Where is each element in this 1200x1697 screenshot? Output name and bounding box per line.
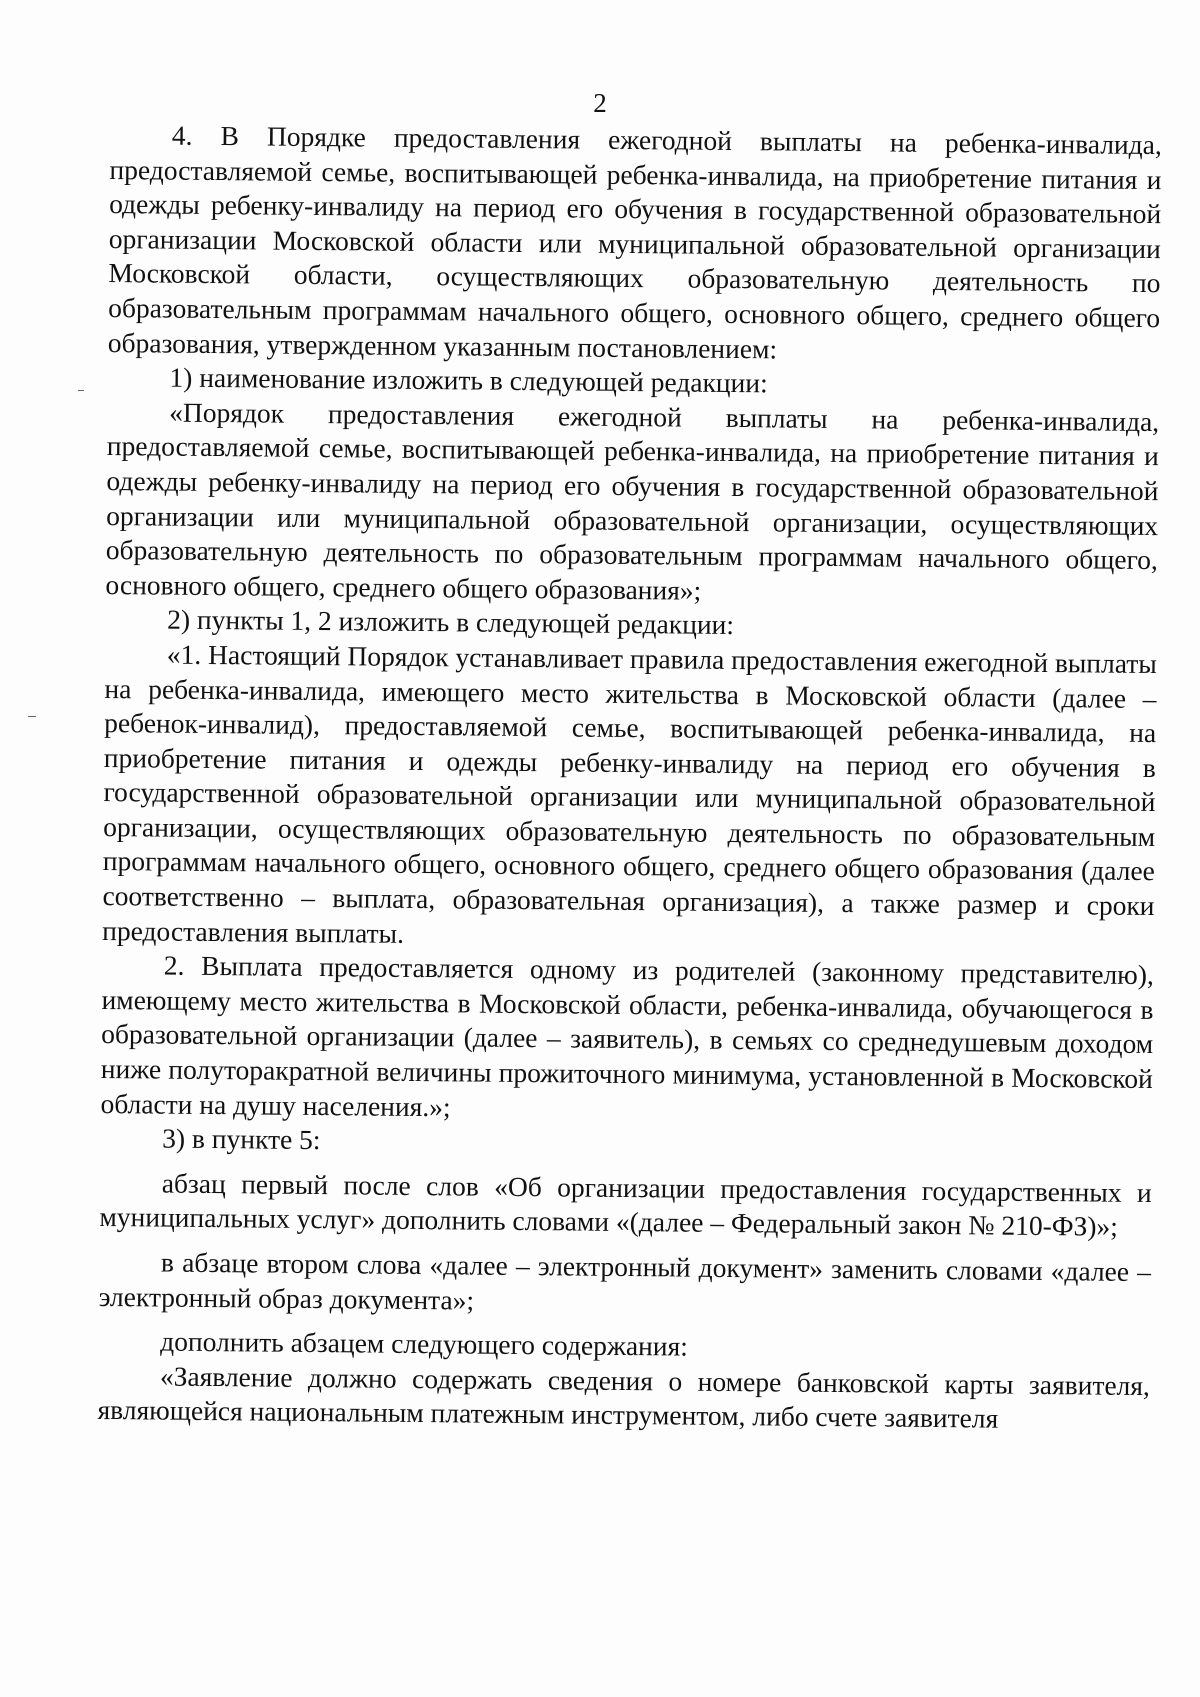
paragraph-statement: «Заявление должно содержать сведения о номере банковской карты заявителя, являющейся национальным платежным инструментом, либо счете заявителя xyxy=(97,1360,1151,1434)
scan-artifact-mark xyxy=(28,716,36,717)
paragraph-clause-1: «1. Настоящий Порядок устанавливает правила предоставления ежегодной выплаты на ребенка-инвалида, имеющего место жительства в Московской области (далее – ребенок-инвалид), предоставляемой семье, воспитывающей ребенка-инвалида, на приобретение питания и одежды ребенку-инвалиду на период его обучения в государственной образовательной организации или муниципальной образовательной организации, осуществляющих образовательную деятельность по образовательным программам начального общего, основного общего, среднего общего образования (далее соответственно – выплата, образовательная организация), а также размер и сроки предоставления выплаты. xyxy=(102,638,1157,949)
paragraph-subitem-3: 3) в пункте 5: xyxy=(162,1122,321,1156)
page-number: 2 xyxy=(593,88,607,118)
paragraph-new-title: «Порядок предоставления ежегодной выплаты на ребенка-инвалида, предоставляемой семье, воспитывающей ребенка-инвалида, на приобретение питания и одежды ребенку-инвалиду на период его обучения в государственной образовательной организации или муниципальной образовательной организации, осуществляющих образовательную деятельность по образовательным программам начального общего, основного общего, среднего общего образования»; xyxy=(105,396,1160,606)
paragraph-subitem-2: 2) пункты 1, 2 изложить в следующей редакции: xyxy=(167,603,735,641)
paragraph-clause-2: 2. Выплата предоставляется одному из родителей (законному представителю), имеющему место жительства в Московской области, ребенка-инвалида, обучающегося в образовательной организации (далее – заявитель), в семьях со среднедушевым доходом ниже полуторакратной величины прожиточного минимума, установленной в Московской области на душу населения.»; xyxy=(100,949,1154,1122)
paragraph-item-4-intro: 4. В Порядке предоставления ежегодной выплаты на ребенка-инвалида, предоставляемой семье, воспитывающей ребенка-инвалида, на приобретение питания и одежды ребенку-инвалиду на период его обучения в государственной образовательной организации Московской области или муниципальной образовательной организации Московской области, осуществляющих образовательную деятельность по образовательным программам начального общего, основного общего, среднего общего образования, утвержденном указанным постановлением: xyxy=(107,119,1162,364)
scan-artifact-mark xyxy=(78,390,84,391)
paragraph-add-abzats: дополнить абзацем следующего содержания: xyxy=(160,1325,688,1362)
paragraph-subitem-1: 1) наименование изложить в следующей редакции: xyxy=(169,361,768,399)
paragraph-first-abzats: абзац первый после слов «Об организации предоставления государственных и муниципальных услуг» дополнить словами «(далее – Федеральный закон № 210-ФЗ)»; xyxy=(99,1167,1152,1243)
paragraph-second-abzats: в абзаце втором слова «далее – электронный документ» заменить словами «далее – электронный образ документа»; xyxy=(98,1246,1152,1316)
document-body xyxy=(97,118,1162,1438)
